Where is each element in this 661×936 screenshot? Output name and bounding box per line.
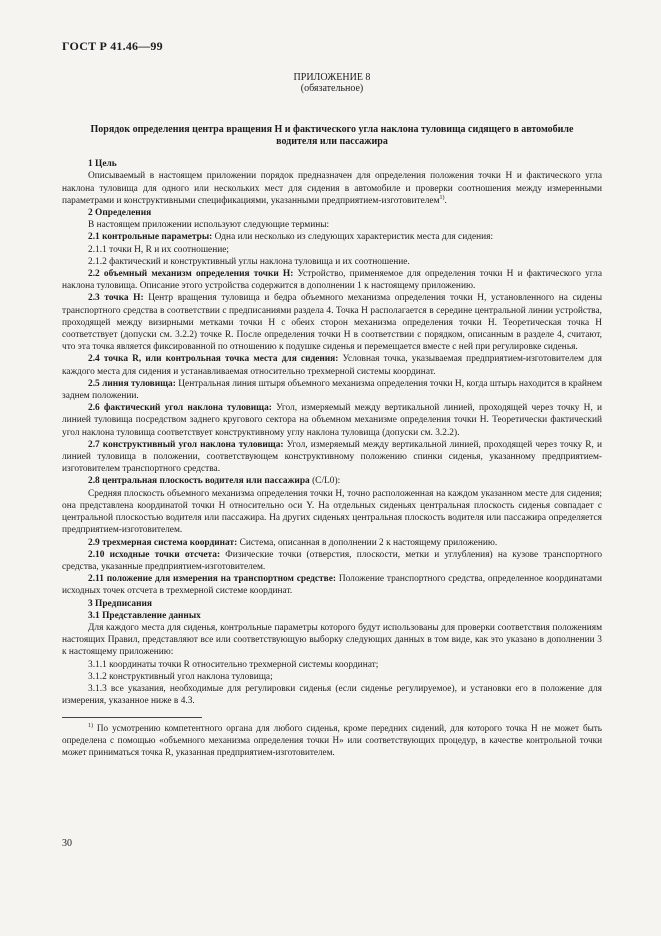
para-2-2: 2.2 объемный механизм определения точки H: Устройство, применяемое для определения точки H и фактического угла наклона туловища. Описание этого устройства содержится в дополнении 1 к настоящему приложению. bbox=[62, 269, 603, 292]
para-2-5: 2.5 линия туловища: Центральная линия штыря объемного механизма определения точки H, когда штырь находится в крайнем заднем положении. bbox=[62, 378, 602, 402]
appendix-status: (обязательное) bbox=[300, 83, 364, 95]
footnote-divider bbox=[62, 717, 202, 718]
section-2-heading: 2 Определения bbox=[88, 208, 152, 219]
para-2-1-2: 2.1.2 фактический и конструктивный углы наклона туловища и их соотношение. bbox=[88, 256, 410, 267]
para-2-1: 2.1 контрольные параметры: Одна или несколько из следующих характеристик места для сидения: bbox=[88, 232, 494, 243]
standard-id: ГОСТ Р 41.46—99 bbox=[62, 39, 163, 53]
para-3-1-3: 3.1.3 все указания, необходимые для регулировки сиденья (если сиденье регулируемое), и установки его в положение для измерения, указанное ниже в 4.3. bbox=[62, 683, 602, 707]
para-2-8-text: Средняя плоскость объемного механизма определения точки H, точно расположенная на каждом указанном месте для сидения; она представлена координатой точки H относительно оси Y. На отдельных сиденьях центральная плоскость сиденья совпадает с центральной плоскостью водителя или пассажира. На других сиденьях центральная плоскость водителя или пассажира определяется предприятием-изготовителем. bbox=[62, 488, 602, 536]
para-2-1-1: 2.1.1 точки H, R и их соотношение; bbox=[88, 244, 229, 255]
para-2-3: 2.3 точка H: Центр вращения туловища и бедра объемного механизма определения точки H, установленного на сидены транспортного средства в соответствии с предписаниями раздела 4. Точка H располагается в середине центральной линии устройства, проходящей между визирными метками точки H с обеих сторон механизма определения точки H. Теоретическая точка H соответствует (допуски см. 3.2.2) точке R. После определения точки H в соответствии с порядком, описанным в разделе 4, считают, что эта точка является фиксированной по отношению к подушке сиденья и перемещается вместе с ней при регулировке сиденья. bbox=[62, 293, 602, 353]
para-3-1-1: 3.1.1 координаты точки R относительно трехмерной системы координат; bbox=[88, 659, 379, 670]
document-title: Порядок определения центра вращения H и фактического угла наклона туловища сидящего в автомобиле водителя или пассажира bbox=[90, 124, 574, 148]
document-page bbox=[62, 40, 602, 758]
section-1-text: Описываемый в настоящем приложении порядок предназначен для определения положения точки H и фактического угла наклона туловища для одного или нескольких мест для сидения в автомобиле и проверки соотношения между измеренными параметрами и конструктивными спецификациями, указанными предприятием-изготовителем$^{1)}$. bbox=[62, 171, 602, 206]
section-3-1-heading: 3.1 Представление данных bbox=[88, 610, 201, 621]
para-2-6: 2.6 фактический угол наклона туловища: Угол, измеряемый между вертикальной линией, проходящей через точку H, и линией туловища посредством заднего кругового сектора на объемном механизме определения точки H. Теоретически фактический угол наклона туловища соответствует конструктивному углу наклона туловища (допуски см. 3.2.2). bbox=[62, 403, 602, 438]
footnote: $^{1)}$ По усмотрению компетентного органа для любого сиденья, кроме передних сидений, для которого точка H не может быть определена с помощью «объемного механизма определения точки H» или соответствующих процедур, в качестве контрольной точки может приниматься точка R, указанная предприятием-изготовителем. bbox=[62, 723, 602, 757]
appendix-title: ПРИЛОЖЕНИЕ 8 bbox=[293, 72, 371, 84]
para-2-8: 2.8 центральная плоскость водителя или пассажира (C/L0): bbox=[88, 476, 341, 487]
para-2-4: 2.4 точка R, или контрольная точка места для сидения: Условная точка, указываемая предприятием-изготовителем для каждого места для сидения и устанавливаемая относительно трехмерной системы координат. bbox=[62, 354, 602, 377]
para-3-1: Для каждого места для сиденья, контрольные параметры которого будут использованы для проверки соответствия положениям настоящих Правил, представляют все или соответствующую выборку следующих данных в том виде, как это указано в дополнении 3 к настоящему приложению: bbox=[62, 622, 602, 658]
para-2-10: 2.10 исходные точки отсчета: Физические точки (отверстия, плоскости, метки и углубления) на кузове транспортного средства, указанные предприятием-изготовителем. bbox=[62, 549, 603, 572]
para-2-11: 2.11 положение для измерения на транспортном средстве: Положение транспортного средства, определенное координатами исходных точек отсчета в трехмерной системе координат. bbox=[62, 574, 602, 597]
page-number: 30 bbox=[62, 838, 72, 849]
footnote-ref: 1) bbox=[439, 194, 445, 201]
section-1-heading: 1 Цель bbox=[88, 159, 117, 170]
para-3-1-2: 3.1.2 конструктивный угол наклона туловища; bbox=[88, 671, 273, 682]
section-3-heading: 3 Предписания bbox=[88, 598, 152, 609]
para-2-7: 2.7 конструктивный угол наклона туловища: Угол, измеряемый между вертикальной линией, проходящей через точку R, и линией туловища в положении, соответствующем конструктивному положению спинки сиденья, указанному предприятием-изготовителем транспортного средства. bbox=[62, 439, 602, 475]
section-2-intro: В настоящем приложении используют следующие термины: bbox=[88, 220, 330, 231]
para-2-9: 2.9 трехмерная система координат: Система, описанная в дополнении 2 к настоящему приложению. bbox=[88, 537, 498, 548]
